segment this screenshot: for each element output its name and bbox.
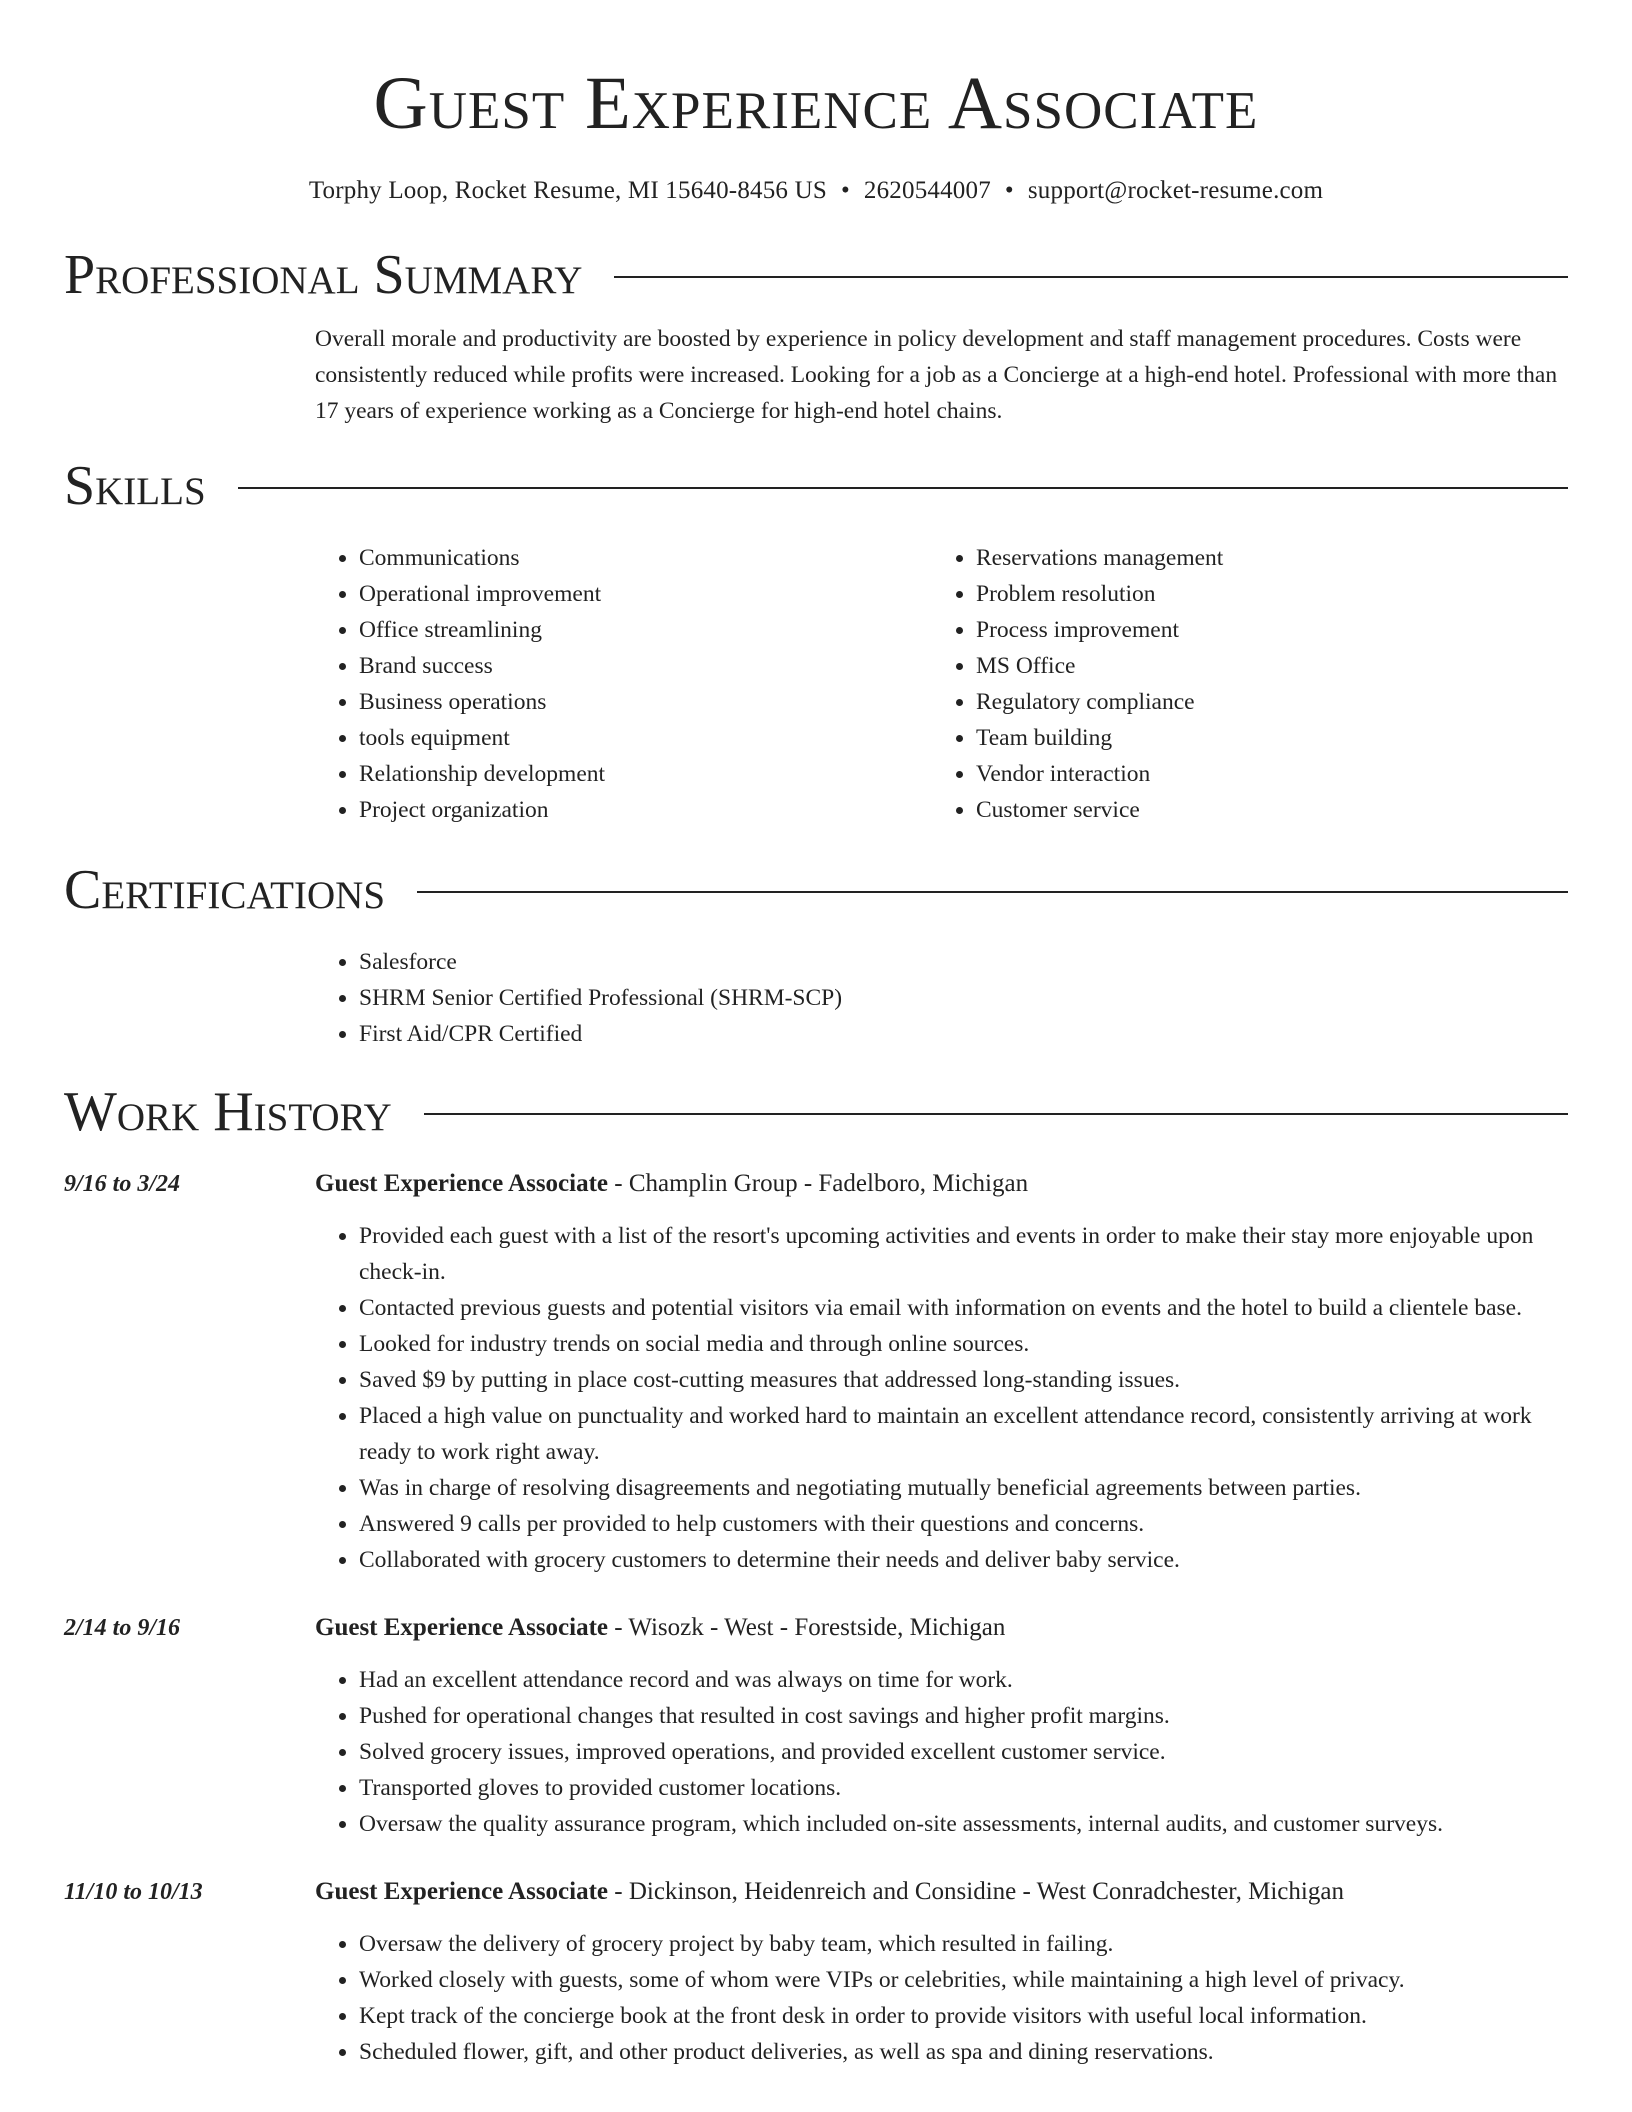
job-bullet: • Collaborated with grocery customers to determine their needs and deliver baby service.	[359, 1542, 1568, 1578]
section-heading: Professional Summary	[64, 244, 583, 306]
skill-item: • Relationship development	[359, 756, 932, 792]
skill-item: • Communications	[359, 540, 932, 576]
section-rule	[238, 487, 1568, 489]
job-bullet: • Pushed for operational changes that resulted in cost savings and higher profit margins.	[359, 1698, 1568, 1734]
skill-item: • Reservations management	[976, 540, 1549, 576]
job-bullet: • Saved $9 by putting in place cost-cutting measures that addressed long-standing issues.	[359, 1362, 1568, 1398]
certifications-list	[315, 944, 1568, 1052]
contact-line	[64, 174, 1568, 208]
section-rule	[614, 276, 1568, 278]
job-bullet: • Had an excellent attendance record and was always on time for work.	[359, 1662, 1568, 1698]
certifications-section-header	[64, 858, 1568, 922]
job-details	[315, 1166, 1568, 1578]
job-dates: 9/16 to 3/24	[64, 1171, 181, 1197]
skill-item: • Operational improvement	[359, 576, 932, 612]
section-heading: Certifications	[64, 859, 386, 921]
job-employer: - Champlin Group - Fadelboro, Michigan	[608, 1170, 1029, 1197]
job-employer: - Wisozk - West - Forestside, Michigan	[608, 1614, 1006, 1641]
job-bullet: • Kept track of the concierge book at the front desk in order to provide visitors with useful local information.	[359, 1998, 1568, 2034]
skills-grid	[315, 540, 1568, 828]
job-bullet: • Oversaw the quality assurance program, which included on-site assessments, internal audits, and customer surveys.	[359, 1806, 1568, 1842]
job-bullet: • Placed a high value on punctuality and worked hard to maintain an excellent attendance record, consistently arriving at work ready to work right away.	[359, 1398, 1568, 1470]
skill-item: • Project organization	[359, 792, 932, 828]
job-dates: 2/14 to 9/16	[64, 1615, 181, 1641]
summary-text: Overall morale and productivity are boosted by experience in policy development and staff management procedures. Costs were consistently reduced while profits were increased. Looking for a job as a Concierge at a high-end hotel. Professional with more than 17 years of experience working as a Concierge for high-end hotel chains.	[315, 326, 1558, 424]
job-dates: 11/10 to 10/13	[64, 1879, 203, 1905]
skills-section-header	[64, 454, 1568, 518]
job-title-line	[315, 1610, 1568, 1646]
job-entry	[64, 1166, 1568, 1578]
job-bullet: • Contacted previous guests and potential visitors via email with information on events and the hotel to build a clientele base.	[359, 1290, 1568, 1326]
job-title: Guest Experience Associate	[315, 1878, 609, 1905]
job-title-line	[315, 1874, 1568, 1910]
certification-item: • Salesforce	[359, 944, 1568, 980]
job-entry	[64, 1610, 1568, 1842]
separator: •	[1004, 177, 1014, 204]
summary-section-header	[64, 243, 1568, 307]
job-bullets	[315, 1218, 1568, 1578]
skill-item: • Problem resolution	[976, 576, 1549, 612]
section-rule	[417, 891, 1568, 893]
section-rule	[424, 1113, 1568, 1115]
job-entry	[64, 1874, 1568, 2070]
skill-item: • Customer service	[976, 792, 1549, 828]
certification-item: • First Aid/CPR Certified	[359, 1016, 1568, 1052]
job-employer: - Dickinson, Heidenreich and Considine - West Conradchester, Michigan	[608, 1878, 1344, 1905]
job-bullet: • Answered 9 calls per provided to help customers with their questions and concerns.	[359, 1506, 1568, 1542]
skill-item: • Process improvement	[976, 612, 1549, 648]
job-title: Guest Experience Associate	[315, 1614, 609, 1641]
job-details	[315, 1610, 1568, 1842]
job-bullet: • Solved grocery issues, improved operations, and provided excellent customer service.	[359, 1734, 1568, 1770]
job-bullet: • Provided each guest with a list of the resort's upcoming activities and events in order to make their stay more enjoyable upon check-in.	[359, 1218, 1568, 1290]
job-title-line	[315, 1166, 1568, 1202]
skills-content	[315, 540, 1568, 828]
address: Torphy Loop, Rocket Resume, MI 15640-8456 US	[308, 177, 827, 204]
certification-item: • SHRM Senior Certified Professional (SHRM-SCP)	[359, 980, 1568, 1016]
skill-item: • Regulatory compliance	[976, 684, 1549, 720]
skill-item: • Business operations	[359, 684, 932, 720]
work-history-section-header	[64, 1080, 1568, 1144]
skill-item: • Office streamlining	[359, 612, 932, 648]
summary-content	[315, 321, 1568, 429]
job-bullets	[315, 1926, 1568, 2070]
section-heading: Work History	[64, 1081, 392, 1143]
resume-page	[64, 0, 1568, 2070]
job-bullet: • Transported gloves to provided customer locations.	[359, 1770, 1568, 1806]
job-bullet: • Looked for industry trends on social media and through online sources.	[359, 1326, 1568, 1362]
job-bullet: • Scheduled flower, gift, and other product deliveries, as well as spa and dining reservations.	[359, 2034, 1568, 2070]
skill-item: • Vendor interaction	[976, 756, 1549, 792]
section-heading: Skills	[64, 455, 206, 517]
skill-item: • MS Office	[976, 648, 1549, 684]
skill-item: • Team building	[976, 720, 1549, 756]
job-bullet: • Worked closely with guests, some of whom were VIPs or celebrities, while maintaining a high level of privacy.	[359, 1962, 1568, 1998]
job-title: Guest Experience Associate	[315, 1170, 609, 1197]
separator: •	[840, 177, 850, 204]
job-bullets	[315, 1662, 1568, 1842]
skills-list-left	[315, 540, 932, 828]
skills-list-right	[932, 540, 1549, 828]
skill-item: • Brand success	[359, 648, 932, 684]
phone: 2620544007	[863, 177, 991, 204]
job-bullet: • Oversaw the delivery of grocery project by baby team, which resulted in failing.	[359, 1926, 1568, 1962]
certifications-content	[315, 944, 1568, 1052]
skill-item: • tools equipment	[359, 720, 932, 756]
email: support@rocket-resume.com	[1027, 177, 1324, 204]
candidate-name: Guest Experience Associate	[373, 62, 1259, 145]
job-bullet: • Was in charge of resolving disagreements and negotiating mutually beneficial agreements between parties.	[359, 1470, 1568, 1506]
job-details	[315, 1874, 1568, 2070]
